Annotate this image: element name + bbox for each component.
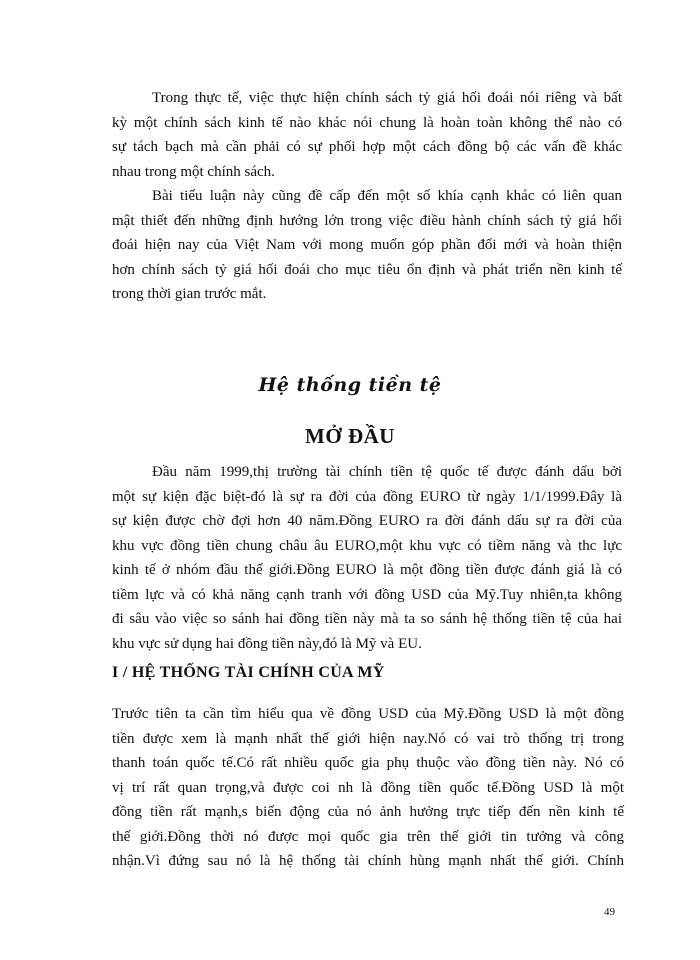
text-line: nhận.Vì đứng sau nó là hệ thống tài chính hùng mạnh nhất thế giới. Chính (112, 853, 624, 869)
text-line: Trong thực tế, việc thực hiện chính sách tỷ giá hối đoái nói riêng và bất (152, 90, 622, 106)
page-title: MỞ ĐẦU (305, 424, 395, 448)
text-line: khu vực đồng tiền chung châu âu EURO,một khu vực có tiềm năng và thc lực (112, 537, 622, 554)
text-line: Bài tiểu luận này cũng đề cấp đến một số khía cạnh khác có liên quan (152, 188, 622, 204)
text-line: khu vực sử dụng hai đồng tiền này,đó là Mỹ và EU. (112, 635, 422, 652)
text-line: mật thiết đến những định hướng lớn trong việc điều hành chính sách tỷ giá hối (112, 212, 622, 229)
text-line: sự tách bạch mà cần phải có sự phối hợp một cách đồng bộ các vấn đề khác (112, 139, 622, 155)
text-line: đoái hiện nay của Việt Nam với mong muốn góp phần đổi mới và hoàn thiện (112, 237, 622, 253)
text-line: sự kiện được chờ đợi hơn 40 năm.Đồng EURO ra đời đánh dấu sự ra đời của (112, 513, 622, 529)
page-number: 49 (604, 906, 615, 918)
text-line: kỳ một chính sách kinh tế nào khác nói chung là hoàn toàn không thể nào có (112, 114, 622, 131)
text-line: hơn chính sách tỷ giá hối đoái cho mục tiêu ổn định và phát triển nền kinh tế (112, 261, 622, 278)
text-line: Trước tiên ta cần tìm hiểu qua về đồng USD của Mỹ.Đồng USD là một đồng (112, 706, 624, 722)
text-line: kinh tế ở nhóm đầu thế giới.Đồng EURO là một đồng tiền được đánh giá là có (112, 562, 622, 578)
text-line: đồng tiền rất mạnh,s biến động của nó ảnh hưởng trực tiếp đến nền kinh tế (112, 804, 624, 820)
text-line: trong thời gian trước mắt. (112, 286, 267, 302)
paragraph-usd (112, 702, 624, 874)
text-line: Đầu năm 1999,thị trường tài chính tiền tệ quốc tế được đánh dấu bởi (152, 464, 622, 480)
text-line: vị trí rất quan trọng,và được coi nh là đồng tiền quốc tế.Đồng USD là một (112, 779, 624, 796)
paragraph-intro (112, 86, 622, 184)
text-line: nhau trong một chính sách. (112, 163, 275, 180)
text-line: thế giới.Đồng thời nó được mọi quốc gia trên thế giới tin tưởng và công (112, 828, 624, 845)
paragraph-opening (112, 460, 622, 656)
text-line: một sự kiện đặc biệt-đó là sự ra đời của đồng EURO từ ngày 1/1/1999.Đây là (112, 488, 622, 505)
text-line: tiền được xem là mạnh nhất thế giới hiện nay.Nó có vai trò thống trị trong (112, 730, 624, 747)
section-title: I / HỆ THỐNG TÀI CHÍNH CỦA MỸ (112, 664, 385, 681)
text-line: đi sâu vào việc so sánh hai đồng tiền này mà ta so sánh hệ thống tiền tệ của hai (112, 611, 622, 627)
section-heading-script: Hệ thống tiền tệ (258, 374, 442, 396)
text-line: thanh toán quốc tế.Có rất nhiều quốc gia phụ thuộc vào đồng tiền này. Nó có (112, 755, 624, 771)
paragraph-essay-scope (112, 184, 622, 307)
text-line: tiềm lực và có khả năng cạnh tranh với đồng USD của Mỹ.Tuy nhiên,ta không (112, 586, 622, 603)
